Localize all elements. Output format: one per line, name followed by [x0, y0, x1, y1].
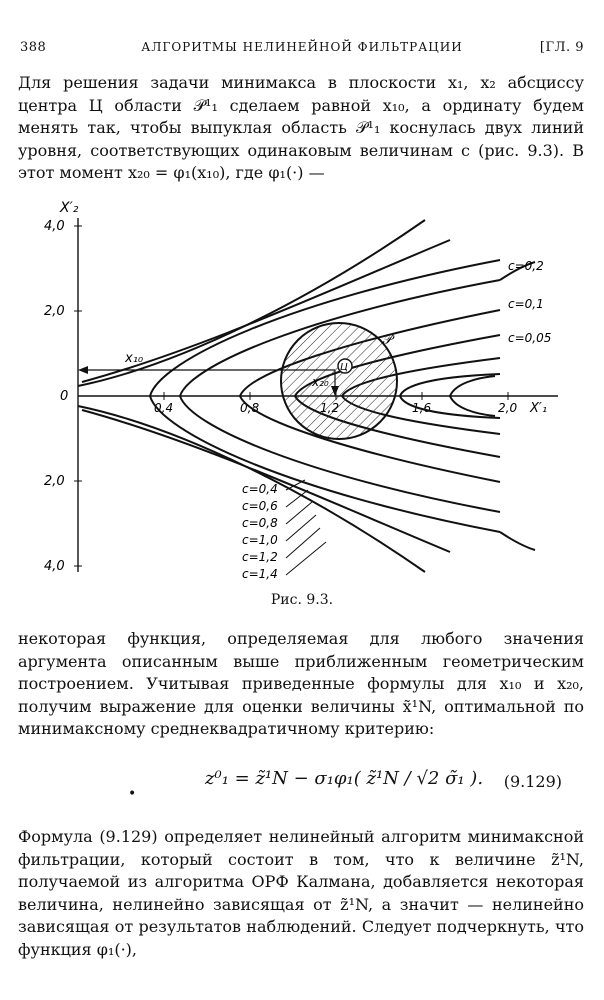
curve-label-upper: c=0,05: [508, 331, 552, 345]
paragraph-intro: Для решения задачи минимакса в плоскости x₁, x₂ абсциссу центра Ц области 𝒫¹₁ сделаем равной x₁₀, а ординату будем менять так, чтобы выпуклая область 𝒫¹₁ коснулась двух линий уровня, соответствующих одинаковым величинам c (рис. 9.3). В этот момент x₂₀ = φ₁(x₁₀), где φ₁(·) —: [18, 73, 584, 182]
running-title: АЛГОРИТМЫ НЕЛИНЕЙНОЙ ФИЛЬТРАЦИИ: [141, 40, 463, 54]
x10-arrowhead: [78, 366, 88, 374]
page-number: 388: [20, 40, 47, 55]
level-curves-plot: [30, 190, 604, 590]
region-label: 𝒫′: [382, 333, 395, 348]
x-tick-label: 1,6: [412, 401, 432, 415]
running-header: [20, 40, 584, 60]
y-tick-label: 2,0: [44, 304, 65, 319]
x-tick-label: 0,8: [240, 401, 260, 415]
curve-label-lower: c=1,4: [242, 567, 278, 581]
y-tick-label: 4,0: [44, 219, 65, 234]
paragraph-formula: Формула (9.129) определяет нелинейный алгоритм минимаксной фильтрации, который состоит в том, что к величине z̃¹N, получаемой из алгоритма ОРФ Калмана, добавляется некоторая величина, нелинейно зависящая от z̃¹N, а значит — нелинейно зависящая от результатов наблюдений. Следует подчеркнуть, что функция φ₁(·),: [18, 827, 584, 959]
stray-dot: •: [128, 786, 137, 802]
level-curve: [450, 396, 495, 416]
x-tick-label: 0,4: [154, 401, 174, 415]
y-axis-label: X′₂: [60, 200, 79, 216]
curve-label-lower: c=1,2: [242, 550, 278, 564]
x20-label: x₂₀: [312, 375, 329, 389]
figure-9-3: [30, 190, 604, 590]
equation-expression: z⁰₁ = z̃¹N − σ₁φ₁( z̃¹N / √2 σ̃₁ ).: [205, 768, 484, 789]
chapter-marker: [ГЛ. 9: [539, 40, 584, 55]
label-leaders: [286, 480, 326, 575]
level-curve: [82, 410, 450, 552]
y-tick-label: 4,0: [44, 559, 65, 574]
y-tick-label: 2,0: [44, 474, 65, 489]
y-tick-label: 0: [60, 389, 69, 404]
center-label: Ц: [340, 362, 348, 373]
x-tick-label: 2,0: [498, 401, 518, 415]
curve-label-lower: c=1,0: [242, 533, 278, 547]
x10-label: x₁₀: [125, 351, 144, 366]
equation-9-129: [0, 752, 604, 812]
curve-label-upper: c=0,2: [508, 259, 544, 273]
level-curve: [450, 376, 495, 396]
x-axis-label: X′₁: [530, 401, 548, 416]
figure-caption: Рис. 9.3.: [270, 592, 334, 608]
level-curve: [500, 532, 535, 550]
curve-label-lower: c=0,8: [242, 516, 278, 530]
region-p1: [281, 323, 397, 439]
paragraph-function: некоторая функция, определяемая для любого значения аргумента описанным выше приближенным геометрическим построением. Учитывая приведенные формулы для x₁₀ и x₂₀, получим выражение для оценки величины x̃¹N, оптимальной по минимаксному среднеквадратичному критерию:: [18, 629, 584, 738]
equation-number: (9.129): [503, 772, 562, 791]
curve-label-lower: c=0,4: [242, 482, 278, 496]
curve-label-upper: c=0,1: [508, 297, 544, 311]
curve-label-lower: c=0,6: [242, 499, 278, 513]
